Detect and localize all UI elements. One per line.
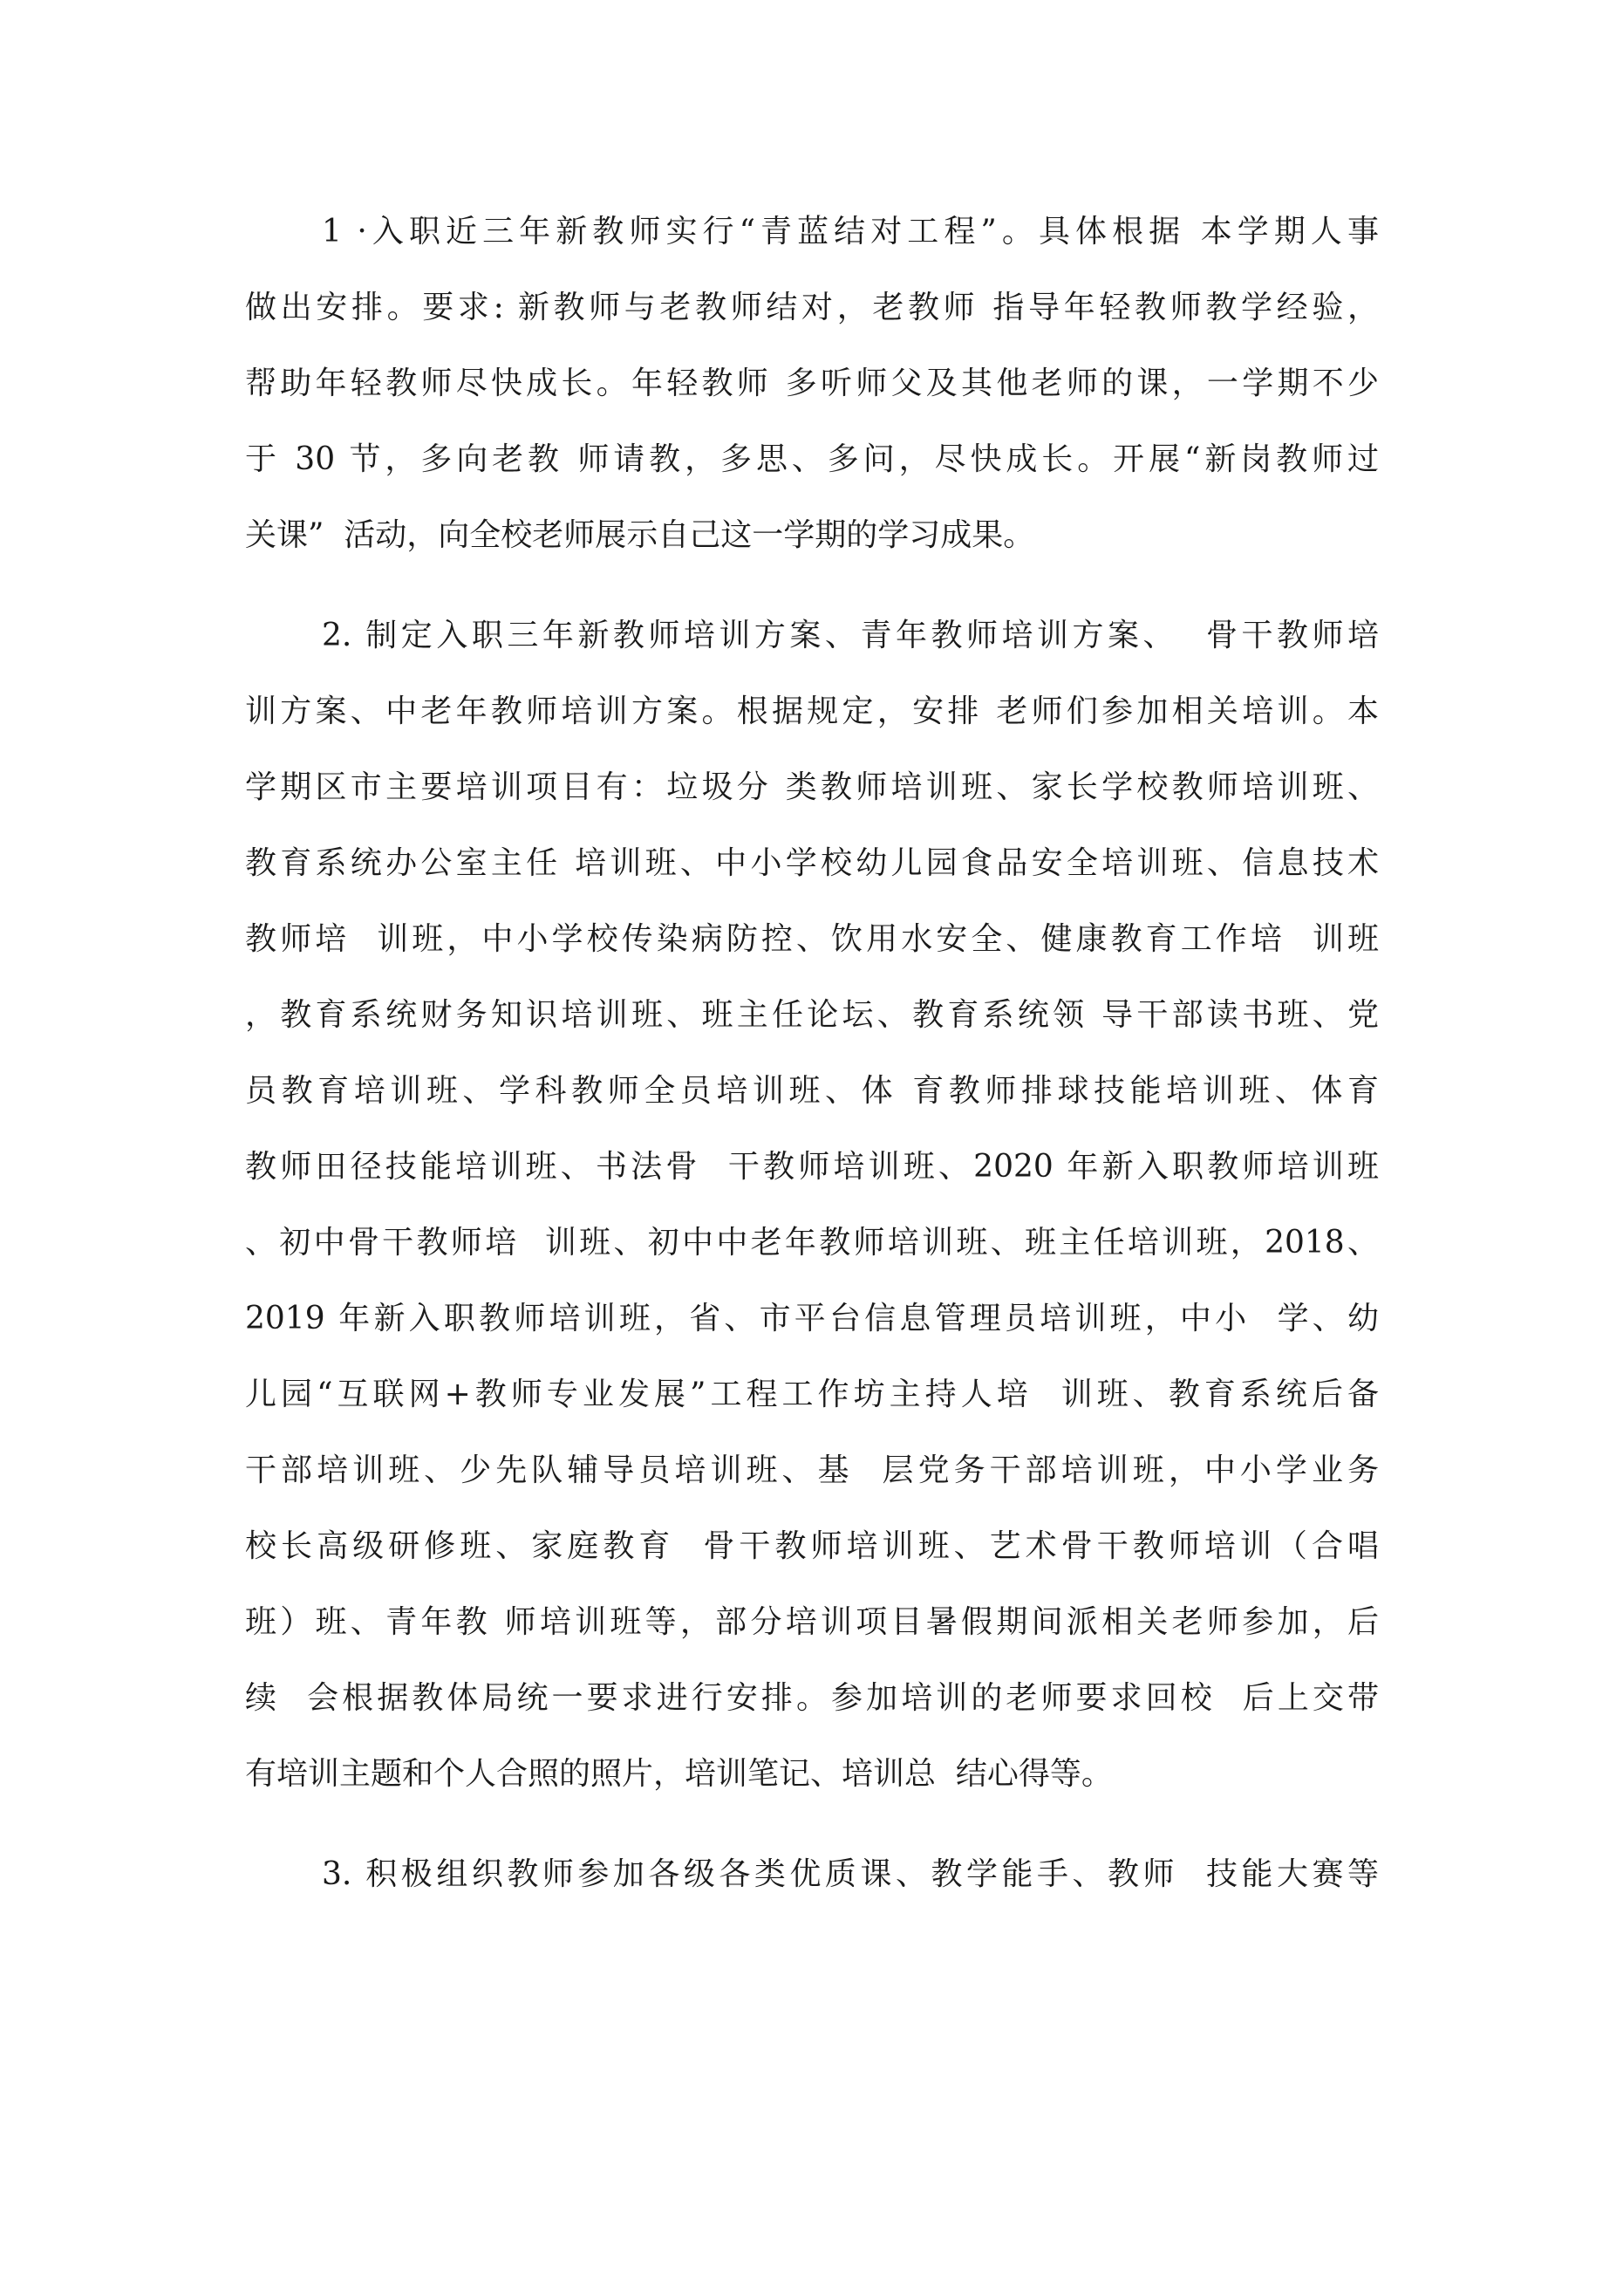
paragraph-3 bbox=[245, 1836, 1379, 1912]
text-line: 员教育培训班、学科教师全员培训班、体 育教师排球技能培训班、体育 bbox=[245, 1073, 1379, 1109]
text-line: 有培训主题和个人合照的照片，培训笔记、培训总 结心得等。 bbox=[245, 1756, 1113, 1792]
text-line: 教师培 训班，中小学校传染病防控、饮用水安全、健康教育工作培 训班 bbox=[245, 921, 1379, 957]
text-line: 班）班、青年教 师培训班等，部分培训项目暑假期间派相关老师参加，后 bbox=[245, 1604, 1379, 1640]
text-line: 2. 制定入职三年新教师培训方案、青年教师培训方案、 骨干教师培 bbox=[322, 618, 1379, 653]
text-line: 教育系统办公室主任 培训班、中小学校幼儿园食品安全培训班、信息技术 bbox=[245, 845, 1379, 881]
text-line: 学期区市主要培训项目有：垃圾分 类教师培训班、家长学校教师培训班、 bbox=[245, 769, 1379, 805]
text-line: 干部培训班、少先队辅导员培训班、基 层党务干部培训班，中小学业务 bbox=[245, 1452, 1379, 1488]
text-line: 儿园“互联网+教师专业发展”工程工作坊主持人培 训班、教育系统后备 bbox=[245, 1377, 1379, 1412]
text-line: 续 会根据教体局统一要求进行安排。参加培训的老师要求回校 后上交带 bbox=[245, 1680, 1379, 1716]
text-line: 做出安排。要求: 新教师与老教师结对，老教师 指导年轻教师教学经验， bbox=[245, 290, 1379, 325]
paragraph-1 bbox=[245, 194, 1379, 573]
text-line: 关课” 活动，向全校老师展示自己这一学期的学习成果。 bbox=[245, 517, 1035, 553]
paragraph-spacer bbox=[245, 1812, 1379, 1836]
text-line: 帮助年轻教师尽快成长。年轻教师 多听师父及其他老师的课，一学期不少 bbox=[245, 366, 1379, 401]
text-line: 校长高级研修班、家庭教育 骨干教师培训班、艺术骨干教师培训（合唱 bbox=[245, 1528, 1379, 1564]
paragraph-2 bbox=[245, 598, 1379, 1812]
text-line: 教师田径技能培训班、书法骨 干教师培训班、2020 年新入职教师培训班 bbox=[245, 1149, 1379, 1185]
text-line: 训方案、中老年教师培训方案。根据规定，安排 老师们参加相关培训。本 bbox=[245, 694, 1379, 729]
text-line: ，教育系统财务知识培训班、班主任论坛、教育系统领 导干部读书班、党 bbox=[245, 997, 1379, 1033]
document-body bbox=[245, 194, 1379, 1912]
text-line: 3. 积极组织教师参加各级各类优质课、教学能手、教师 技能大赛等 bbox=[322, 1856, 1379, 1892]
text-line: 1 ·入职近三年新教师实行“青蓝结对工程”。具体根据 本学期人事 bbox=[322, 214, 1379, 249]
text-line: 于 30 节，多向老教 师请教，多思、多问，尽快成长。开展“新岗教师过 bbox=[245, 441, 1379, 477]
text-line: 、初中骨干教师培 训班、初中中老年教师培训班、班主任培训班，2018、 bbox=[245, 1225, 1379, 1261]
paragraph-spacer bbox=[245, 573, 1379, 598]
text-line: 2019 年新入职教师培训班，省、市平台信息管理员培训班，中小 学、幼 bbox=[245, 1301, 1379, 1336]
